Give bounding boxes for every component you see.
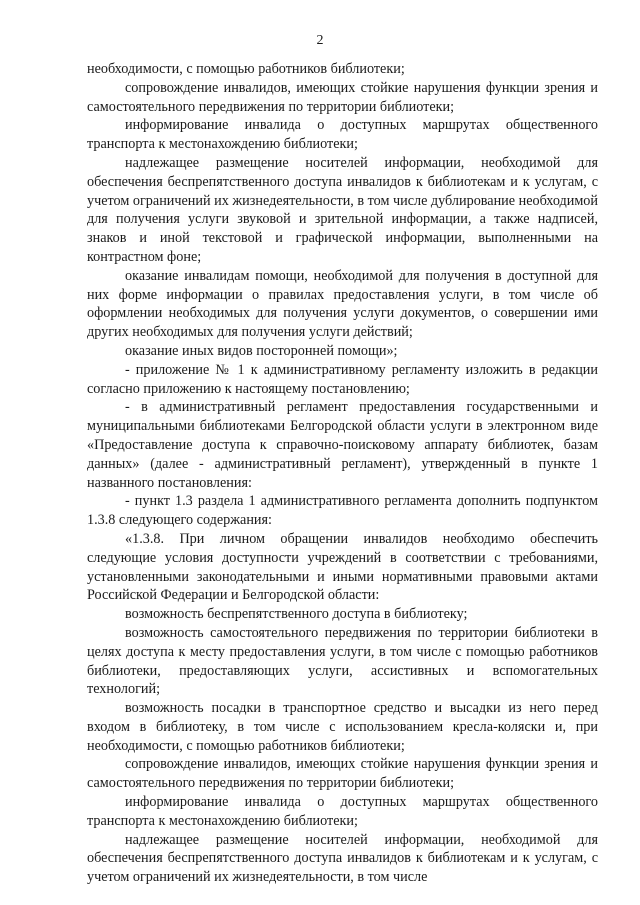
paragraph: сопровождение инвалидов, имеющих стойкие нарушения функции зрения и самостоятельного передвижения по территории библиотеки; [87, 756, 598, 792]
document-body [87, 60, 598, 887]
paragraph: надлежащее размещение носителей информации, необходимой для обеспечения беспрепятственного доступа инвалидов к библиотекам и к услугам, с учетом ограничений их жизнедеятельности, в том числе дублирование необходимой для получения услуги звуковой и зрительной информации, а также надписей, знаков и иной текстовой и графической информации, выполненными на контрастном фоне; [87, 154, 598, 265]
paragraph: возможность посадки в транспортное средство и высадки из него перед входом в библиотеку, в том числе с использованием кресла-коляски и, при необходимости, с помощью работников библиотеки; [87, 700, 598, 754]
paragraph: сопровождение инвалидов, имеющих стойкие нарушения функции зрения и самостоятельного передвижения по территории библиотеки; [87, 79, 598, 115]
page-number: 2 [316, 33, 324, 48]
paragraph: информирование инвалида о доступных маршрутах общественного транспорта к местонахождению библиотеки; [87, 117, 598, 153]
paragraph: надлежащее размещение носителей информации, необходимой для обеспечения беспрепятственного доступа инвалидов к библиотекам и к услугам, с учетом ограничений их жизнедеятельности, в том числе [87, 831, 598, 886]
paragraph: возможность беспрепятственного доступа в библиотеку; [125, 606, 468, 623]
paragraph: информирование инвалида о доступных маршрутах общественного транспорта к местонахождению библиотеки; [87, 794, 598, 829]
paragraph: необходимости, с помощью работников библиотеки; [87, 61, 405, 77]
paragraph: оказание инвалидам помощи, необходимой для получения в доступной для них форме информации о правилах предоставления услуги, в том числе об оформлении необходимых для получения услуги документов, о совершении ими других необходимых для получения услуги действий; [87, 267, 598, 341]
paragraph: оказание иных видов посторонней помощи»; [125, 342, 398, 359]
paragraph: - в административный регламент предоставления государственными и муниципальными библиотеками Белгородской области услуги в электронном виде «Предоставление доступа к справочно-поисковому аппарату библиотек, базам данных» (далее - административный регламент), утвержденный в пункте 1 названного постановления: [87, 399, 598, 491]
paragraph: - приложение № 1 к административному регламенту изложить в редакции согласно приложению к настоящему постановлению; [87, 361, 598, 397]
paragraph: возможность самостоятельного передвижения по территории библиотеки в целях доступа к месту предоставления услуги, в том числе с помощью работников библиотеки, предоставляющих услуги, ассистивных и вспомогательных технологий; [87, 624, 598, 698]
paragraph: «1.3.8. При личном обращении инвалидов необходимо обеспечить следующие условия доступности учреждений в соответствии с требованиями, установленными законодательными и иными нормативными правовыми актами Российской Федерации и Белгородской области: [87, 530, 598, 604]
paragraph: - пункт 1.3 раздела 1 административного регламента дополнить подпунктом 1.3.8 следующего содержания: [87, 493, 598, 529]
